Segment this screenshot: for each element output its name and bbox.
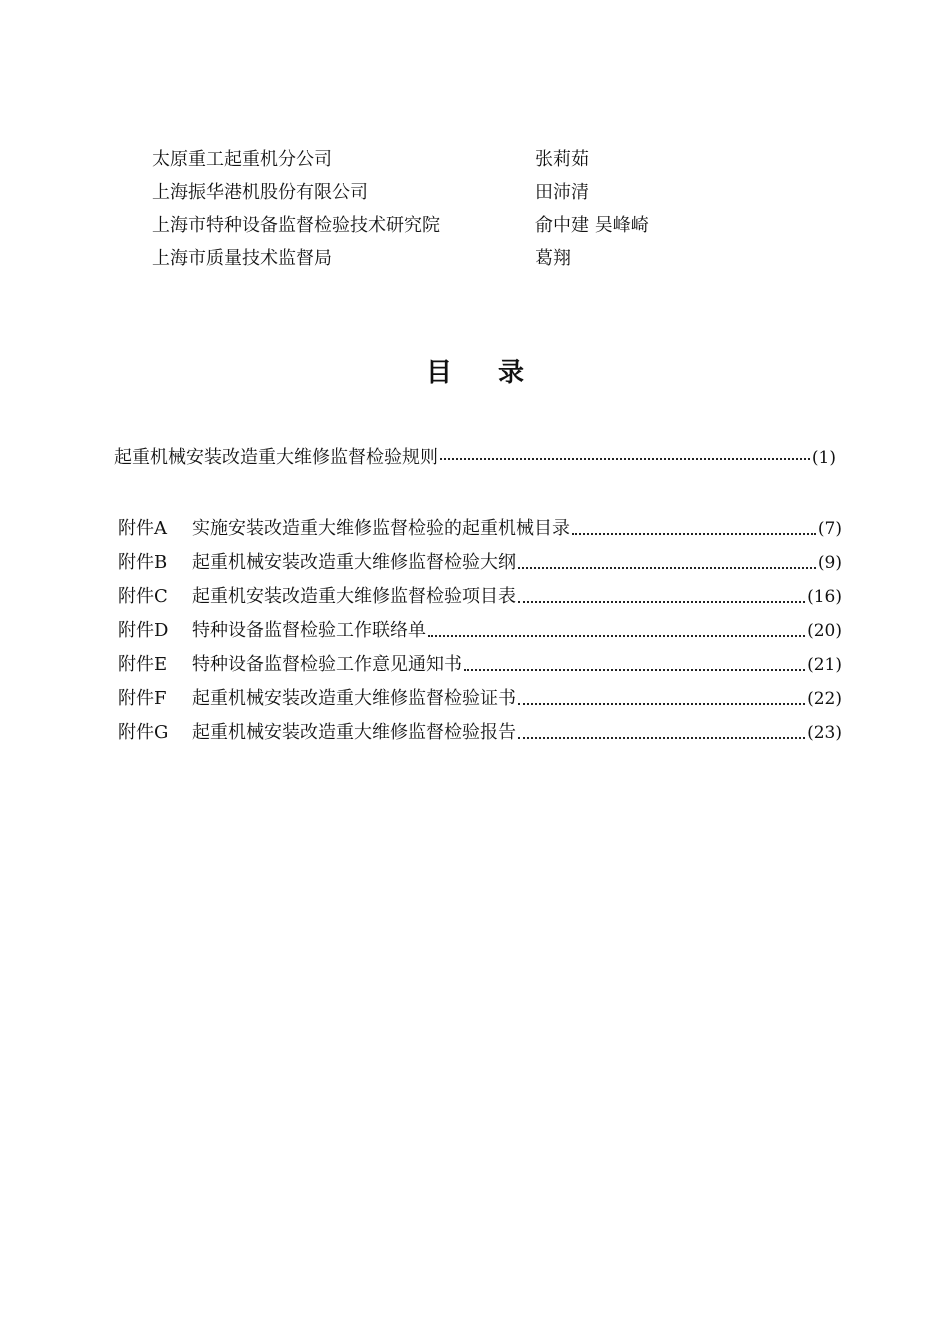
- contributor-org: 上海市质量技术监督局: [152, 248, 332, 269]
- toc-page-number: (7): [817, 519, 842, 539]
- contributor-row: [152, 212, 752, 245]
- toc-item-text: 起重机械安装改造重大维修监督检验大纲: [192, 552, 516, 573]
- contributor-names: 张莉茹: [535, 149, 589, 170]
- toc-item-label: 附件C: [118, 586, 168, 607]
- toc-item[interactable]: [118, 684, 842, 718]
- toc-main-entry[interactable]: [114, 443, 836, 469]
- toc-title: 目录: [425, 358, 570, 388]
- toc-item-label: 附件F: [118, 688, 167, 709]
- toc-appendix-list: [118, 514, 842, 752]
- toc-item[interactable]: [118, 650, 842, 684]
- contributor-org: 太原重工起重机分公司: [152, 149, 332, 170]
- toc-leader-dots: [440, 448, 810, 460]
- toc-item[interactable]: [118, 514, 842, 548]
- toc-item-text: 实施安装改造重大维修监督检验的起重机械目录: [192, 518, 570, 539]
- toc-item-text: 起重机安装改造重大维修监督检验项目表: [192, 586, 516, 607]
- toc-leader-dots: [518, 557, 816, 569]
- toc-item[interactable]: [118, 582, 842, 616]
- toc-page-number: (1): [811, 448, 836, 468]
- toc-leader-dots: [464, 659, 805, 671]
- toc-item-text: 特种设备监督检验工作联络单: [192, 620, 426, 641]
- toc-item-text: 特种设备监督检验工作意见通知书: [192, 654, 462, 675]
- toc-leader-dots: [428, 625, 805, 637]
- toc-item-label: 附件G: [118, 722, 169, 743]
- toc-item-text: 起重机械安装改造重大维修监督检验报告: [192, 722, 516, 743]
- toc-item-label: 附件B: [118, 552, 168, 573]
- toc-item-label: 附件A: [118, 518, 167, 539]
- toc-leader-dots: [518, 727, 805, 739]
- toc-page-number: (16): [807, 587, 842, 607]
- toc-item-label: 附件D: [118, 620, 169, 641]
- toc-page-number: (21): [807, 655, 842, 675]
- contributor-row: [152, 179, 752, 212]
- toc-item[interactable]: [118, 548, 842, 582]
- toc-leader-dots: [572, 523, 816, 535]
- toc-item[interactable]: [118, 616, 842, 650]
- contributor-org: 上海振华港机股份有限公司: [152, 182, 368, 203]
- toc-leader-dots: [518, 591, 805, 603]
- toc-page-number: (22): [807, 689, 842, 709]
- toc-item-label: 附件E: [118, 654, 168, 675]
- toc-entry-text: 起重机械安装改造重大维修监督检验规则: [114, 447, 438, 468]
- contributor-names: 田沛清: [535, 182, 589, 203]
- toc-item-text: 起重机械安装改造重大维修监督检验证书: [192, 688, 516, 709]
- toc-page-number: (9): [817, 553, 842, 573]
- contributor-list: [152, 146, 752, 278]
- toc-item[interactable]: [118, 718, 842, 752]
- contributor-names: 葛翔: [535, 248, 571, 269]
- toc-page-number: (20): [807, 621, 842, 641]
- toc-page-number: (23): [807, 723, 842, 743]
- contributor-row: [152, 245, 752, 278]
- contributor-names: 俞中建 吴峰崎: [535, 215, 649, 236]
- toc-leader-dots: [518, 693, 805, 705]
- contributor-row: [152, 146, 752, 179]
- contributor-org: 上海市特种设备监督检验技术研究院: [152, 215, 440, 236]
